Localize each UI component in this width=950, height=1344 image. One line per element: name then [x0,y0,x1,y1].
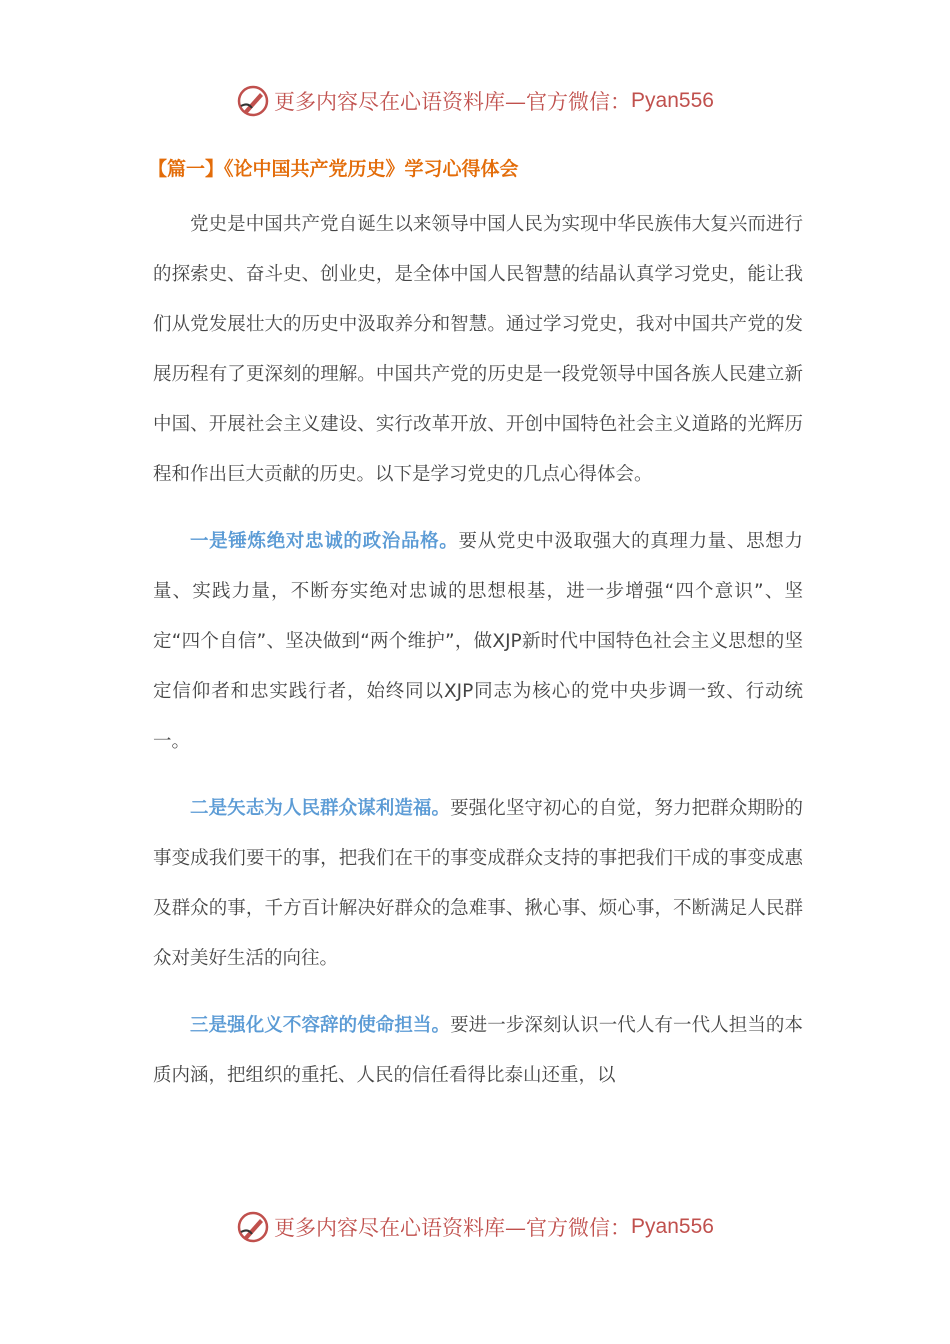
point-body-1: 要从党史中汲取强大的真理力量、思想力量、实践力量，不断夯实绝对忠诚的思想根基，进一步增强“四个意识”、坚定“四个自信”、坚决做到“两个维护”，做XJP新时代中国特色社会主义思想的坚定信仰者和忠实践行者，始终同以XJP同志为核心的党中央步调一致、行动统一。 [153,531,803,752]
pen-logo-icon [236,1210,270,1244]
point-body-2: 要强化坚守初心的自觉，努力把群众期盼的事变成我们要干的事，把我们在干的事变成群众支持的事把我们干成的事变成惠及群众的事，千方百计解决好群众的急难事、揪心事、烦心事，不断满足人民群众对美好生活的向往。 [153,798,803,969]
banner-text: 更多内容尽在心语资料库—官方微信： [274,90,632,114]
point-paragraph-3 [153,1001,803,1101]
document-body [153,200,803,1101]
intro-paragraph: 党史是中国共产党自诞生以来领导中国人民为实现中华民族伟大复兴而进行的探索史、奋斗史、创业史，是全体中国人民智慧的结晶认真学习党史，能让我们从党发展壮大的历史中汲取养分和智慧。通过学习党史，我对中国共产党的发展历程有了更深刻的理解。中国共产党的历史是一段党领导中国各族人民建立新中国、开展社会主义建设、实行改革开放、开创中国特色社会主义道路的光辉历程和作出巨大贡献的历史。以下是学习党史的几点心得体会。 [153,214,803,485]
header-banner [0,84,950,118]
section-title: 【篇一】《论中国共产党历史》学习心得体会 [148,158,519,180]
point-heading-3: 三是强化义不容辞的使命担当。 [190,1015,451,1036]
banner-wechat-id: Pyan556 [631,89,714,112]
banner-wechat-id: Pyan556 [631,1215,714,1238]
point-heading-2: 二是矢志为人民群众谋利造福。 [190,798,451,819]
pen-logo-icon [236,84,270,118]
banner-text: 更多内容尽在心语资料库—官方微信： [274,1216,632,1240]
point-paragraph-1 [153,517,803,767]
point-body-3: 要进一步深刻认识一代人有一代人担当的本质内涵，把组织的重托、人民的信任看得比泰山还重，以 [153,1015,803,1086]
footer-banner [0,1210,950,1244]
point-heading-1: 一是锤炼绝对忠诚的政治品格。 [190,531,459,552]
point-paragraph-2 [153,784,803,984]
